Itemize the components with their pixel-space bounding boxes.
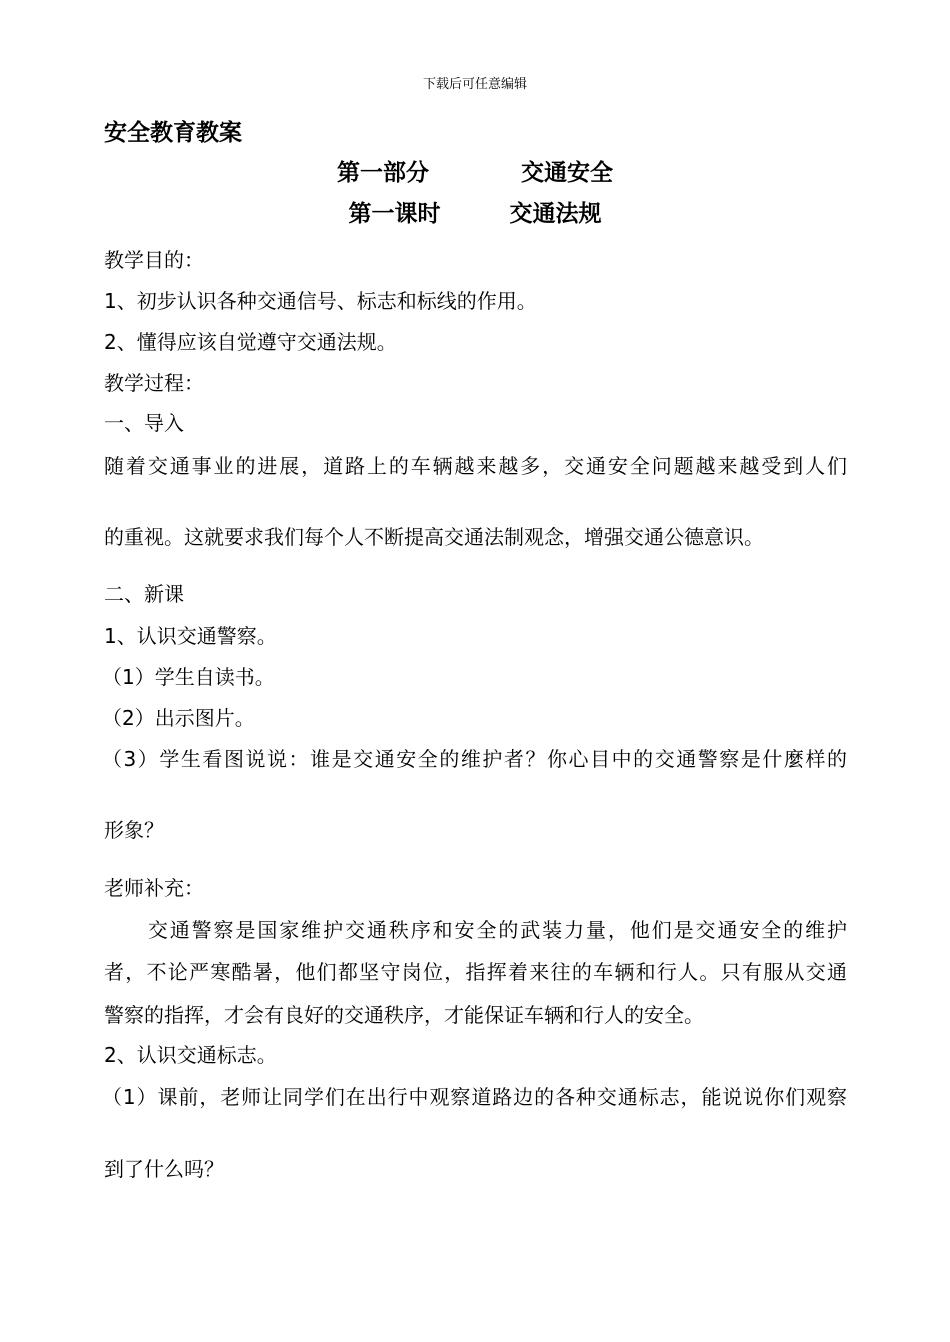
intro-paragraph-line: 的重视。这就要求我们每个人不断提高交通法制观念，增强交通公德意识。 (104, 525, 764, 549)
list-subitem: （2）出示图片。 (102, 706, 255, 730)
list-subitem: （1）课前，老师让同学们在出行中观察道路边的各种交通标志，能说说你们观察 (102, 1085, 847, 1109)
objective-item: 2、懂得应该自觉遵守交通法规。 (104, 330, 397, 354)
process-label: 教学过程： (104, 371, 204, 395)
teacher-paragraph-line: 者，不论严寒酷暑，他们都坚守岗位，指挥着来往的车辆和行人。只有服从交通 (104, 960, 847, 984)
new-lesson-heading: 二、新课 (104, 582, 184, 606)
intro-paragraph-line: 随着交通事业的进展，道路上的车辆越来越多，交通安全问题越来越受到人们 (104, 454, 847, 478)
page-header: 下载后可任意编辑 (422, 77, 527, 92)
list-item: 2、认识交通标志。 (104, 1043, 277, 1067)
teacher-paragraph-line: 交通警察是国家维护交通秩序和安全的武装力量，他们是交通安全的维护 (104, 918, 847, 942)
teacher-paragraph-line: 警察的指挥，才会有良好的交通秩序，才能保证车辆和行人的安全。 (104, 1003, 704, 1027)
lesson-heading: 第一课时 交通法规 (348, 201, 602, 227)
objectives-label: 教学目的： (104, 248, 204, 272)
intro-heading: 一、导入 (104, 411, 184, 435)
list-subitem-continuation: 到了什么吗？ (104, 1157, 224, 1181)
part-heading: 第一部分 交通安全 (337, 160, 613, 186)
list-subitem-continuation: 形象？ (104, 818, 164, 842)
teacher-label: 老师补充： (104, 876, 204, 900)
list-item: 1、认识交通警察。 (104, 624, 277, 648)
document-title: 安全教育教案 (104, 120, 242, 146)
objective-item: 1、初步认识各种交通信号、标志和标线的作用。 (104, 289, 537, 313)
list-subitem: （1）学生自读书。 (102, 665, 275, 689)
list-subitem: （3）学生看图说说：谁是交通安全的维护者？你心目中的交通警察是什麼样的 (102, 747, 847, 771)
